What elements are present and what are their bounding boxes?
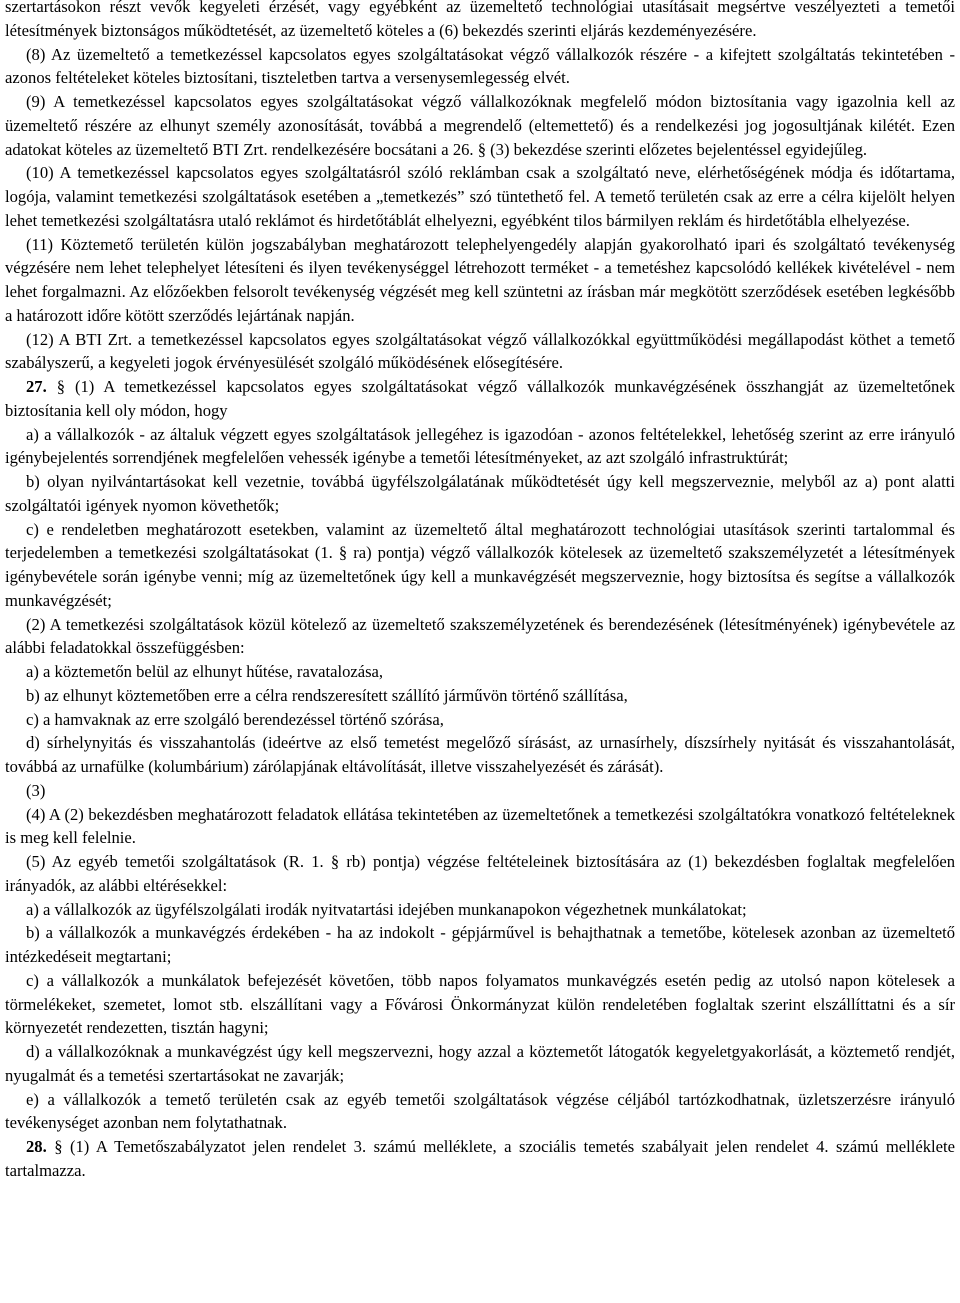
paragraph-continuation: szertartásokon részt vevők kegyeleti érzését, vagy egyébként az üzemeltető technológiai utasításait megsértve veszélyezteti a temetői létesítmények biztonságos működtetését, az üzemeltető köteles a (6) bekezdés szerinti eljárás kezdeményezésére. [5,0,955,40]
section-number: 28. [26,1137,47,1156]
section-27-paragraph-1 [5,375,955,423]
paragraph-9: (9) A temetkezéssel kapcsolatos egyes szolgáltatásokat végző vállalkozóknak megfelelő módon biztosítania vagy igazolnia kell az üzemeltető részére az elhunyt személy azonosítását, továbbá a megrendelő (eltemettető) és a rendelkezési jog jogosultjának kilétét. Ezen adatokat köteles az üzemeltető BTI Zrt. rendelkezésére bocsátani a 26. § (3) bekezdése szerinti előzetes bejelentéssel egyidejűleg. [5,92,955,159]
list-item-b: b) az elhunyt köztemetőben erre a célra rendszeresített szállító járművön történő szállítása, [26,685,628,705]
section-27-paragraph-4: (4) A (2) bekezdésben meghatározott feladatok ellátása tekintetében az üzemeltetőnek a temetkezési szolgáltatókra vonatkozó feltételeknek is meg kell felelnie. [5,804,955,848]
list-item-e: e) a vállalkozók a temető területén csak az egyéb temetői szolgáltatások végzése céljából tartózkodhatnak, üzletszerzésre irányuló tevékenységet azonban nem folytathatnak. [5,1089,955,1133]
paragraph-11: (11) Köztemető területén külön jogszabályban meghatározott telephelyengedély alapján gyakorolható ipari és szolgáltató tevékenység végzésére nem lehet telephelyet létesíteni és ilyen tevékenységgel létrehozott terméket - a temetéshez kapcsolódó kellékek kivételével - nem lehet forgalmazni. Az előzőekben felsorolt tevékenység végzését meg kell szüntetni az írásban már megkötött szerződések esetében legkésőbb a határozott időre kötött szerződés lejártának napján. [5,234,955,325]
list-item-d: d) a vállalkozóknak a munkavégzést úgy kell megszervezni, hogy azzal a köztemetőt látogatók kegyeletgyakorlását, a köztemető rendjét, nyugalmát és a temetési szertartásokat ne zavarják; [5,1042,955,1085]
section-text: § (1) A temetkezéssel kapcsolatos egyes szolgáltatásokat végző vállalkozók munkavégzésének összhangját az üzemeltetőnek biztosítania kell oly módon, hogy [5,377,955,420]
section-28-paragraph-1 [5,1135,955,1183]
section-27-paragraph-2: (2) A temetkezési szolgáltatások közül kötelező az üzemeltető szakszemélyzetének és berendezésének (létesítményének) igénybevétele az alábbi feladatokkal összefüggésben: [5,614,955,658]
section-text: § (1) A Temetőszabályzatot jelen rendelet 3. számú melléklete, a szociális temetés szabályait jelen rendelet 4. számú melléklete tartalmazza. [5,1137,955,1180]
list-item-d: d) sírhelynyitás és visszahantolás (ideértve az első temetést megelőző sírásást, az urnasírhely, díszsírhely nyitását és visszahantolását, továbbá az urnafülke (kolumbárium) zárólapjának eltávolítását, illetve visszahelyezését és zárását). [5,733,955,776]
list-item-a: a) a vállalkozók az ügyfélszolgálati irodák nyitvatartási idejében munkanapokon végezhetnek munkálatokat; [26,899,747,919]
paragraph-12: (12) A BTI Zrt. a temetkezéssel kapcsolatos egyes szolgáltatásokat végző vállalkozókkal együttműködési megállapodást köthet a temető szabályszerű, a kegyeleti jogok érvényesülését szolgáló működésének elősegítésére. [5,329,955,373]
list-item-c: c) a hamvaknak az erre szolgáló berendezéssel történő szórása, [26,709,444,729]
list-item-a: a) a köztemetőn belül az elhunyt hűtése, ravatalozása, [26,662,384,681]
list-item-c: c) a vállalkozók a munkálatok befejezését követően, több napos folyamatos munkavégzés esetén pedig az utolsó napon kötelesek a törmelékeket, szemetet, lomot stb. elszállítani vagy a Fővárosi Önkormányzat külön rendeletében foglaltak szerint elszállíttatni és a sír környezetét rendezetten, tisztán hagyni; [5,970,955,1038]
paragraph-10: (10) A temetkezéssel kapcsolatos egyes szolgáltatásról szóló reklámban csak a szolgáltató neve, elérhetőségének módja és időtartama, logója, valamint temetkezési szolgáltatások esetében a „temetkezés” szó tüntethető fel. A temető területén csak az erre a célra kijelölt helyen lehet temetkezési szolgáltatásra utaló reklámot és hirdetőtáblát elhelyezni, egyébként tilos bármilyen reklám és hirdetőtábla elhelyezése. [5,163,955,230]
section-27-paragraph-3: (3) [26,780,46,800]
list-item-b: b) a vállalkozók a munkavégzés érdekében - ha az indokolt - gépjárművel is behajthatnak a temetőbe, kötelesek azonban az üzemeltető intézkedéseit megtartani; [5,923,955,966]
section-number: 27. [26,377,47,396]
list-item-c: c) e rendeletben meghatározott esetekben, valamint az üzemeltető által meghatározott technológiai utasítások szerinti tartalommal és terjedelemben a temetkezési szolgáltatásokat (1. § ra) pontja) végző vállalkozók kötelesek az üzemeltető szakszemélyzetét a létesítmények igénybevétele során igénybe venni; míg az üzemeltetőnek úgy kell a munkavégzését megszerveznie, hogy biztosítsa és segítse a vállalkozók munkavégzését; [5,519,955,610]
section-27-paragraph-5: (5) Az egyéb temetői szolgáltatások (R. 1. § rb) pontja) végzése feltételeinek biztosítására az (1) bekezdésben foglaltak megfelelően irányadók, az alábbi eltérésekkel: [5,852,955,895]
paragraph-8: (8) Az üzemeltető a temetkezéssel kapcsolatos egyes szolgáltatásokat végző vállalkozók részére - a kifejtett szolgáltatás tekintetében - azonos feltételeket köteles biztosítani, tiszteletben tartva a versenysemlegesség elvét. [5,44,955,88]
list-item-b: b) olyan nyilvántartásokat kell vezetnie, továbbá ügyfélszolgálatának működtetését úgy kell megszerveznie, melyből az a) pont alatti szolgáltatói igények nyomon követhetők; [5,472,955,515]
list-item-a: a) a vállalkozók - az általuk végzett egyes szolgáltatások jellegéhez is igazodóan - azonos feltételekkel, lehetőség szerint az erre irányuló igénybejelentés sorrendjének megfelelően vehessék igénybe a temetői létesítményeket, az azt szolgáló infrastruktúrát; [5,424,955,468]
